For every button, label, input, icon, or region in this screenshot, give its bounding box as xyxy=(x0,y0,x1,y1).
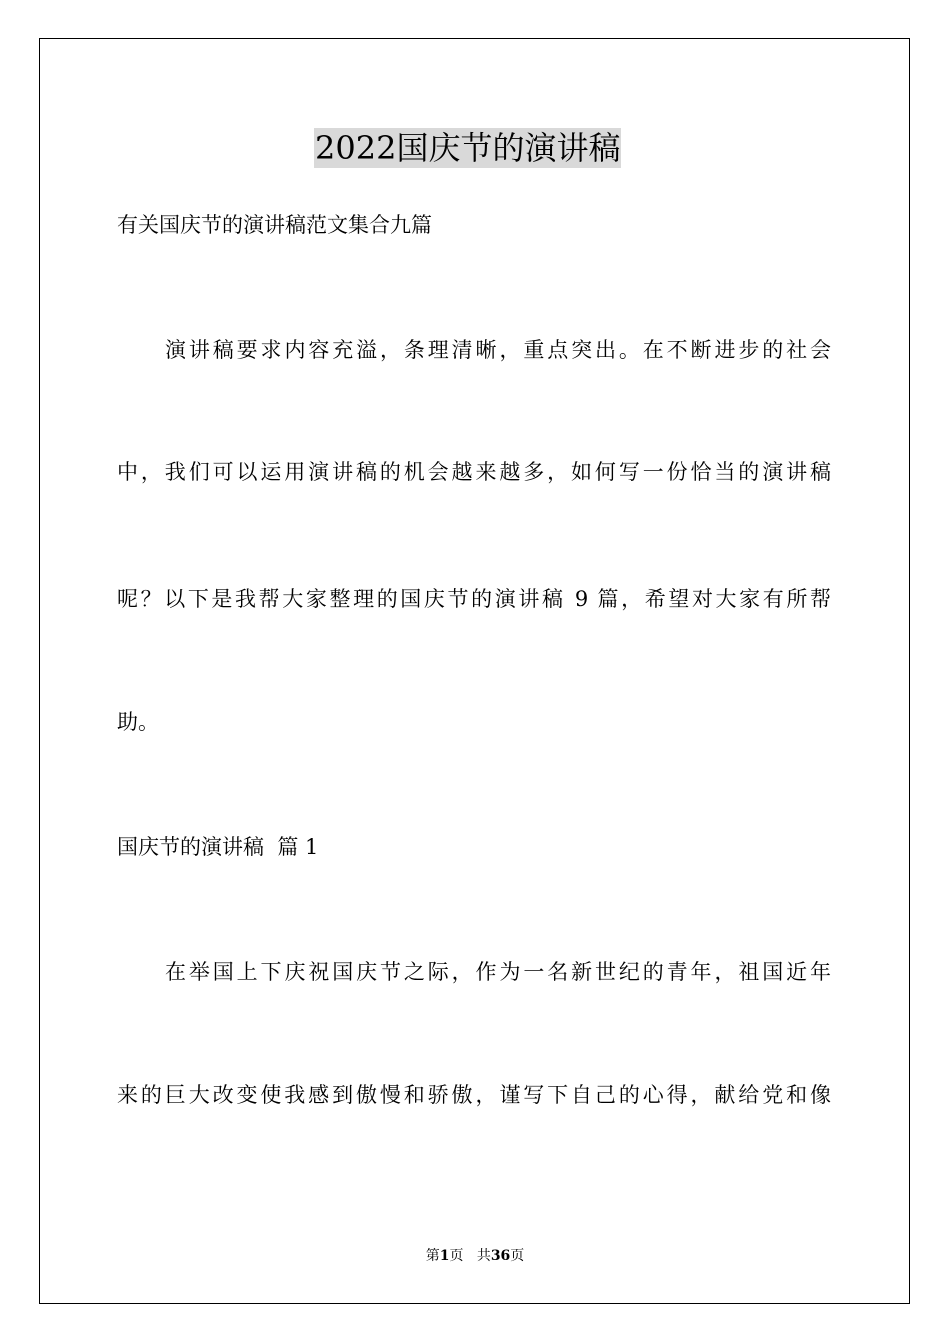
intro-line-2: 中，我们可以运用演讲稿的机会越来越多，如何写一份恰当的演讲稿 xyxy=(117,460,831,484)
intro-line-4: 助。 xyxy=(117,710,159,734)
section-line-2: 来的巨大改变使我感到傲慢和骄傲，谨写下自己的心得，献给党和像 xyxy=(117,1083,831,1107)
footer-total-pages: 36 xyxy=(490,1248,511,1264)
document-subtitle: 有关国庆节的演讲稿范文集合九篇 xyxy=(117,213,432,237)
intro-line-1: 演讲稿要求内容充溢，条理清晰，重点突出。在不断进步的社会 xyxy=(165,338,831,362)
footer-total-prefix: 共 xyxy=(476,1248,491,1264)
intro-line-3: 呢？以下是我帮大家整理的国庆节的演讲稿 9 篇，希望对大家有所帮 xyxy=(117,587,831,611)
section-heading: 国庆节的演讲稿 篇 1 xyxy=(117,835,319,859)
section-line-1: 在举国上下庆祝国庆节之际，作为一名新世纪的青年，祖国近年 xyxy=(165,960,831,984)
page-footer xyxy=(0,1246,950,1266)
footer-total-suffix: 页 xyxy=(510,1248,525,1264)
footer-page-number: 1 xyxy=(439,1248,450,1264)
footer-page-suffix: 页 xyxy=(449,1248,464,1264)
footer-page-prefix: 第 xyxy=(425,1248,440,1264)
document-title: 2022国庆节的演讲稿 xyxy=(315,129,621,167)
